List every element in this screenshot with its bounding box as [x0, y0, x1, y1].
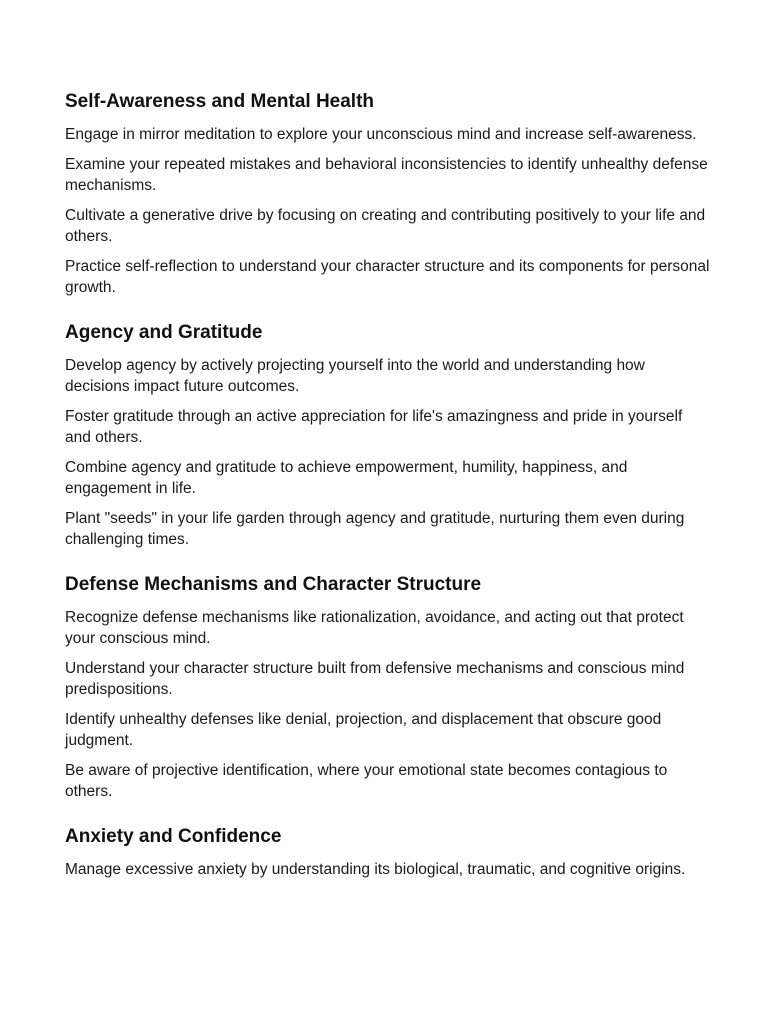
section-heading: Defense Mechanisms and Character Structure	[65, 573, 482, 595]
paragraph: Recognize defense mechanisms like rationalization, avoidance, and acting out that protect your conscious mind.	[65, 608, 684, 647]
paragraph: Cultivate a generative drive by focusing on creating and contributing positively to your life and others.	[65, 206, 706, 245]
section-agency-gratitude	[65, 321, 710, 551]
paragraph: Engage in mirror meditation to explore your unconscious mind and increase self-awareness.	[65, 126, 697, 143]
paragraph: Identify unhealthy defenses like denial, projection, and displacement that obscure good judgment.	[65, 710, 662, 749]
paragraph: Be aware of projective identification, where your emotional state becomes contagious to others.	[65, 761, 668, 800]
section-self-awareness	[65, 90, 710, 299]
section-defense-mechanisms	[65, 573, 710, 803]
paragraph: Manage excessive anxiety by understanding its biological, traumatic, and cognitive origins.	[65, 860, 686, 878]
paragraph: Practice self-reflection to understand your character structure and its components for personal growth.	[65, 257, 710, 296]
paragraph: Plant "seeds" in your life garden through agency and gratitude, nurturing them even during challenging times.	[65, 509, 685, 548]
section-heading: Self-Awareness and Mental Health	[65, 91, 375, 112]
paragraph: Develop agency by actively projecting yourself into the world and understanding how decisions impact future outcomes.	[65, 356, 645, 395]
paragraph: Understand your character structure built from defensive mechanisms and conscious mind predispositions.	[65, 659, 685, 698]
paragraph: Combine agency and gratitude to achieve empowerment, humility, happiness, and engagement in life.	[65, 458, 628, 497]
document-page	[65, 90, 710, 902]
paragraph: Foster gratitude through an active appreciation for life's amazingness and pride in yourself and others.	[65, 407, 683, 446]
section-anxiety-confidence	[65, 825, 710, 881]
section-heading: Agency and Gratitude	[65, 321, 263, 343]
paragraph: Examine your repeated mistakes and behavioral inconsistencies to identify unhealthy defense mechanisms.	[65, 155, 708, 194]
section-heading: Anxiety and Confidence	[65, 825, 282, 847]
